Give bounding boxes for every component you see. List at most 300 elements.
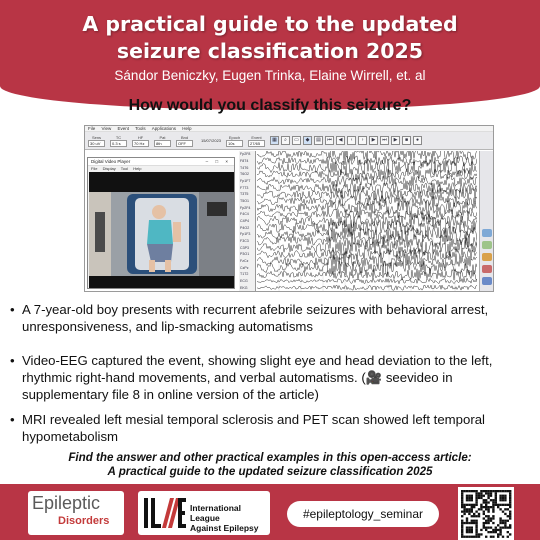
event-label: Event xyxy=(251,134,262,140)
qr-module xyxy=(468,497,470,499)
qr-module xyxy=(495,501,497,503)
qr-module xyxy=(471,490,473,492)
qr-module xyxy=(466,529,468,531)
qr-module xyxy=(478,495,480,497)
qr-module xyxy=(502,520,504,522)
eeg-menu-tools[interactable]: Tools xyxy=(135,126,146,131)
qr-module xyxy=(487,492,489,494)
qr-module xyxy=(461,497,463,499)
qr-module xyxy=(475,504,477,506)
qr-module xyxy=(507,515,509,517)
question-heading: How would you classify this seizure? xyxy=(128,97,412,114)
tc-select[interactable]: 0.3 s xyxy=(110,140,127,147)
qr-module xyxy=(495,529,497,531)
eeg-toolbar xyxy=(85,132,493,150)
qr-module xyxy=(483,524,485,526)
qr-module xyxy=(480,504,482,506)
epoch-label: Epoch xyxy=(228,134,241,140)
qr-module xyxy=(468,536,470,538)
qr-module xyxy=(478,497,480,499)
qr-module xyxy=(475,527,477,529)
qr-module xyxy=(463,504,465,506)
qr-module xyxy=(497,490,499,492)
qr-module xyxy=(483,517,485,519)
qr-module xyxy=(468,511,470,513)
ilae-line2: Against Epilepsy xyxy=(190,523,259,533)
bullet-imaging xyxy=(10,411,532,445)
qr-module xyxy=(478,492,480,494)
qr-module xyxy=(485,522,487,524)
qr-module xyxy=(499,504,501,506)
qr-module xyxy=(492,529,494,531)
qr-module xyxy=(504,527,506,529)
ilae-logo xyxy=(138,491,270,535)
qr-module xyxy=(468,513,470,515)
vp-menu-display[interactable]: Display xyxy=(102,166,116,171)
eeg-body xyxy=(85,151,493,291)
last-page-icon[interactable]: ⏭ xyxy=(380,136,389,145)
zoom-icon[interactable]: ⌕ xyxy=(281,136,290,145)
eeg-software-screenshot xyxy=(84,125,494,292)
qr-module xyxy=(478,508,480,510)
qr-module xyxy=(492,499,494,501)
qr-module xyxy=(507,508,509,510)
channel-label: F3C3 xyxy=(240,239,249,243)
bnd-select[interactable]: OFF xyxy=(176,140,193,147)
date-readout: 15/07/2023 xyxy=(201,138,222,143)
qr-module xyxy=(471,527,473,529)
qr-module xyxy=(471,506,473,508)
qr-module xyxy=(499,490,501,492)
qr-module xyxy=(487,497,489,499)
qr-module xyxy=(499,531,501,533)
qr-module xyxy=(502,527,504,529)
qr-module xyxy=(497,506,499,508)
qr-module xyxy=(499,533,501,535)
qr-module xyxy=(497,536,499,538)
qr-module xyxy=(475,497,477,499)
qr-module xyxy=(509,533,511,535)
bnd-field xyxy=(176,135,193,147)
qr-module xyxy=(461,515,463,517)
qr-module xyxy=(466,517,468,519)
logo-ed-line2: Disorders xyxy=(58,515,110,527)
bullet-text: Video-EEG captured the event, showing slight eye and head deviation to the left, rhythmic right-hand movements, and verbal automatisms. (🎥 seevideo in supplementary file 8 in online version of the article) xyxy=(22,353,493,402)
first-page-icon[interactable]: ⏮ xyxy=(325,136,334,145)
qr-module xyxy=(480,497,482,499)
qr-module xyxy=(475,524,477,526)
qr-module xyxy=(487,531,489,533)
qr-module xyxy=(461,492,463,494)
qr-module xyxy=(504,522,506,524)
channel-label: Fp2F8 xyxy=(240,152,251,157)
qr-module xyxy=(461,495,463,497)
qr-module xyxy=(492,517,494,519)
channel-label: T1T2 xyxy=(240,272,249,277)
channel-label: C3P3 xyxy=(240,245,249,250)
qr-module xyxy=(499,522,501,524)
qr-module xyxy=(502,490,504,492)
qr-module xyxy=(461,490,463,492)
qr-module xyxy=(463,511,465,513)
qr-module xyxy=(490,520,492,522)
qr-module xyxy=(480,495,482,497)
qr-module xyxy=(461,524,463,526)
eeg-menu-applications[interactable]: Applications xyxy=(151,126,176,131)
qr-module xyxy=(499,529,501,531)
qr-module xyxy=(509,513,511,515)
qr-module xyxy=(471,497,473,499)
prev-page-icon[interactable]: ◀ xyxy=(336,136,345,145)
qr-module xyxy=(490,506,492,508)
qr-module xyxy=(475,531,477,533)
video-frame[interactable] xyxy=(89,172,234,288)
qr-module xyxy=(502,504,504,506)
qr-module xyxy=(495,490,497,492)
vp-menu-tool[interactable]: Tool xyxy=(120,166,129,171)
epoch-select[interactable]: 10s xyxy=(226,140,243,147)
qr-module xyxy=(509,495,511,497)
qr-module xyxy=(468,527,470,529)
channel-label: T4T6 xyxy=(240,165,249,170)
qr-module xyxy=(463,506,465,508)
qr-module xyxy=(468,504,470,506)
qr-module xyxy=(483,513,485,515)
qr-module xyxy=(492,508,494,510)
qr-module xyxy=(495,527,497,529)
qr-module xyxy=(483,499,485,501)
qr-module xyxy=(461,531,463,533)
bullet-dot: • xyxy=(10,302,15,317)
qr-module xyxy=(485,527,487,529)
qr-module xyxy=(495,504,497,506)
hashtag-pill[interactable]: #epileptology_seminar xyxy=(287,501,439,527)
qr-module xyxy=(483,506,485,508)
authors-line: Sándor Beniczky, Eugen Trinka, Elaine Wirrell, et. al xyxy=(114,68,426,83)
report-icon[interactable] xyxy=(482,265,492,273)
qr-module xyxy=(475,492,477,494)
qr-module xyxy=(471,520,473,522)
record-icon[interactable]: ● xyxy=(413,136,422,145)
qr-module xyxy=(502,497,504,499)
qr-module xyxy=(504,499,506,501)
bnd-label: Bnd xyxy=(180,134,189,140)
qr-module xyxy=(475,499,477,501)
channel-label: C4P4 xyxy=(240,219,249,223)
eeg-menu-help[interactable]: Help xyxy=(182,126,192,131)
video-player-window xyxy=(87,157,235,289)
qr-module xyxy=(463,508,465,510)
eeg-menu-event[interactable]: Event xyxy=(117,126,129,131)
pat-label: Pat xyxy=(159,134,166,140)
patient-video-image xyxy=(89,192,234,276)
qr-module xyxy=(461,520,463,522)
qr-module xyxy=(490,536,492,538)
qr-module xyxy=(471,531,473,533)
qr-module xyxy=(471,522,473,524)
qr-module xyxy=(480,533,482,535)
qr-module xyxy=(504,495,506,497)
channel-label: F7T3 xyxy=(240,185,249,190)
qr-module xyxy=(485,492,487,494)
qr-module xyxy=(478,515,480,517)
qr-module xyxy=(504,513,506,515)
eeg-menu-file[interactable]: File xyxy=(88,126,96,131)
qr-module xyxy=(461,506,463,508)
qr-module xyxy=(504,490,506,492)
qr-module xyxy=(466,511,468,513)
channel-label: T6O2 xyxy=(240,172,249,177)
epoch-field xyxy=(226,135,243,147)
qr-module xyxy=(478,533,480,535)
qr-module xyxy=(492,515,494,517)
qr-module xyxy=(509,497,511,499)
qr-module xyxy=(507,520,509,522)
qr-module xyxy=(509,490,511,492)
qr-module xyxy=(483,527,485,529)
qr-module xyxy=(463,490,465,492)
qr-module xyxy=(463,536,465,538)
qr-module xyxy=(509,492,511,494)
qr-module xyxy=(492,536,494,538)
qr-module xyxy=(473,522,475,524)
export-icon[interactable] xyxy=(482,277,492,285)
eeg-menu-view[interactable]: View xyxy=(101,126,112,131)
qr-module xyxy=(471,508,473,510)
qr-module xyxy=(490,527,492,529)
qr-module xyxy=(480,529,482,531)
qr-module xyxy=(495,495,497,497)
video-player-titlebar xyxy=(88,158,234,166)
channel-label: T3T5 xyxy=(240,192,249,197)
footnote-line-2[interactable]: A practical guide to the updated seizure classification 2025 xyxy=(107,464,433,478)
next-icon[interactable]: › xyxy=(358,136,367,145)
qr-module xyxy=(483,490,485,492)
qr-module xyxy=(499,517,501,519)
qr-module xyxy=(495,499,497,501)
qr-module xyxy=(509,515,511,517)
qr-module xyxy=(473,513,475,515)
qr-module xyxy=(497,524,499,526)
qr-module xyxy=(497,504,499,506)
bullet-text: A 7-year-old boy presents with recurrent afebrile seizures with behavioral arrest, unresponsiveness, and lip-smacking automatisms xyxy=(22,302,489,334)
qr-module xyxy=(487,522,489,524)
video-player-title: Digital Video Player xyxy=(91,159,131,164)
qr-module xyxy=(471,499,473,501)
channel-label-column xyxy=(239,151,256,291)
sens-label: Sens xyxy=(91,134,102,140)
epileptic-disorders-logo xyxy=(28,491,124,535)
event-field xyxy=(248,135,265,147)
qr-module xyxy=(492,501,494,503)
vp-menu-help[interactable]: Help xyxy=(133,166,142,171)
qr-module xyxy=(468,490,470,492)
qr-module xyxy=(461,499,463,501)
ilae-line1: International League xyxy=(190,503,242,523)
qr-module xyxy=(485,536,487,538)
qr-module xyxy=(485,501,487,503)
ilae-mark-icon xyxy=(142,495,186,531)
qr-module xyxy=(490,492,492,494)
qr-module xyxy=(492,504,494,506)
qr-module xyxy=(485,490,487,492)
qr-module xyxy=(485,520,487,522)
channel-label: CzPz xyxy=(240,265,249,270)
pat-field xyxy=(154,135,171,147)
qr-module xyxy=(483,501,485,503)
qr-module xyxy=(480,508,482,510)
stop-icon[interactable]: ■ xyxy=(402,136,411,145)
qr-module xyxy=(466,495,468,497)
qr-module xyxy=(492,511,494,513)
play-icon[interactable]: ▶ xyxy=(391,136,400,145)
qr-module xyxy=(492,506,494,508)
qr-module xyxy=(507,490,509,492)
header-banner xyxy=(0,0,540,110)
page-title: A practical guide to the updated seizure classification 2025 xyxy=(82,12,458,63)
qr-module xyxy=(502,511,504,513)
qr-module xyxy=(468,531,470,533)
qr-module xyxy=(475,522,477,524)
annotation-icon[interactable] xyxy=(482,253,492,261)
vp-menu-file[interactable]: File xyxy=(91,166,98,171)
qr-module xyxy=(507,504,509,506)
channel-label: F8T4 xyxy=(240,159,249,163)
qr-module xyxy=(492,522,494,524)
hf-select[interactable]: 70 Hz xyxy=(132,140,149,147)
event-select[interactable]: 27/65 xyxy=(248,140,265,147)
qr-module xyxy=(468,522,470,524)
channel-label: P3O1 xyxy=(240,252,250,257)
qr-module xyxy=(495,531,497,533)
qr-module xyxy=(475,536,477,538)
qr-module xyxy=(487,511,489,513)
qr-module xyxy=(466,531,468,533)
channel-label: FzCz xyxy=(240,259,249,263)
pat-select[interactable]: 8th xyxy=(154,140,171,147)
qr-module xyxy=(490,531,492,533)
qr-module xyxy=(466,499,468,501)
qr-module xyxy=(504,508,506,510)
qr-module xyxy=(471,536,473,538)
qr-module xyxy=(485,508,487,510)
qr-module xyxy=(504,497,506,499)
channel-label: EKG xyxy=(240,285,248,290)
qr-module xyxy=(466,536,468,538)
qr-module xyxy=(487,508,489,510)
marker-icon[interactable]: ◆ xyxy=(303,136,312,145)
qr-module xyxy=(461,533,463,535)
qr-module xyxy=(473,504,475,506)
qr-module xyxy=(480,506,482,508)
qr-module xyxy=(492,531,494,533)
qr-module xyxy=(497,529,499,531)
qr-module xyxy=(466,497,468,499)
article-reference xyxy=(0,451,540,478)
qr-module xyxy=(483,522,485,524)
qr-code[interactable] xyxy=(458,487,514,540)
montage-icon[interactable]: ▦ xyxy=(270,136,279,145)
print-icon[interactable]: ▤ xyxy=(314,136,323,145)
channel-label: Fp1F3 xyxy=(240,232,251,237)
qr-module xyxy=(475,520,477,522)
footnote-line-1: Find the answer and other practical examples in this open-access article: xyxy=(68,451,472,464)
qr-module xyxy=(475,511,477,513)
qr-module xyxy=(490,517,492,519)
qr-module xyxy=(461,529,463,531)
qr-module xyxy=(466,522,468,524)
channel-label: Fp2F4 xyxy=(240,205,251,210)
qr-module xyxy=(504,524,506,526)
qr-module xyxy=(461,527,463,529)
qr-module xyxy=(461,536,463,538)
qr-module xyxy=(507,531,509,533)
qr-module xyxy=(463,522,465,524)
qr-module xyxy=(502,499,504,501)
eeg-trace-area[interactable] xyxy=(257,151,477,291)
qr-module xyxy=(509,517,511,519)
qr-module xyxy=(475,490,477,492)
next-page-icon[interactable]: ▶ xyxy=(369,136,378,145)
sens-field xyxy=(88,135,105,147)
qr-module xyxy=(485,506,487,508)
qr-module xyxy=(468,495,470,497)
qr-module xyxy=(499,508,501,510)
qr-module xyxy=(478,513,480,515)
qr-module xyxy=(487,520,489,522)
qr-module xyxy=(499,527,501,529)
qr-module xyxy=(487,527,489,529)
qr-module xyxy=(504,520,506,522)
channel-label: Fp1F7 xyxy=(240,179,251,183)
bullet-history xyxy=(10,301,532,335)
qr-module xyxy=(471,511,473,513)
qr-module xyxy=(502,536,504,538)
qr-module xyxy=(466,504,468,506)
qr-module xyxy=(490,499,492,501)
qr-module xyxy=(502,495,504,497)
qr-module xyxy=(471,529,473,531)
channel-label: F4C4 xyxy=(240,212,249,217)
filter-icon[interactable] xyxy=(482,241,492,249)
hf-label: HF xyxy=(137,134,144,140)
qr-module xyxy=(466,527,468,529)
qr-module xyxy=(461,511,463,513)
scale-icon[interactable] xyxy=(482,229,492,237)
qr-module xyxy=(495,492,497,494)
qr-module xyxy=(492,490,494,492)
qr-module xyxy=(487,506,489,508)
qr-module xyxy=(471,515,473,517)
qr-module xyxy=(487,495,489,497)
qr-module xyxy=(473,520,475,522)
sens-select[interactable]: 30 uV xyxy=(88,140,105,147)
qr-module xyxy=(473,506,475,508)
qr-module xyxy=(509,501,511,503)
prev-icon[interactable]: ‹ xyxy=(347,136,356,145)
bullet-dot: • xyxy=(10,412,15,427)
qr-module xyxy=(507,527,509,529)
qr-module xyxy=(487,490,489,492)
qr-module xyxy=(507,536,509,538)
qr-module xyxy=(480,492,482,494)
qr-module xyxy=(485,499,487,501)
window-controls-icon[interactable]: – □ × xyxy=(205,159,231,164)
qr-module xyxy=(475,495,477,497)
qr-module xyxy=(468,499,470,501)
ruler-icon[interactable]: ▭ xyxy=(292,136,301,145)
qr-module xyxy=(475,501,477,503)
